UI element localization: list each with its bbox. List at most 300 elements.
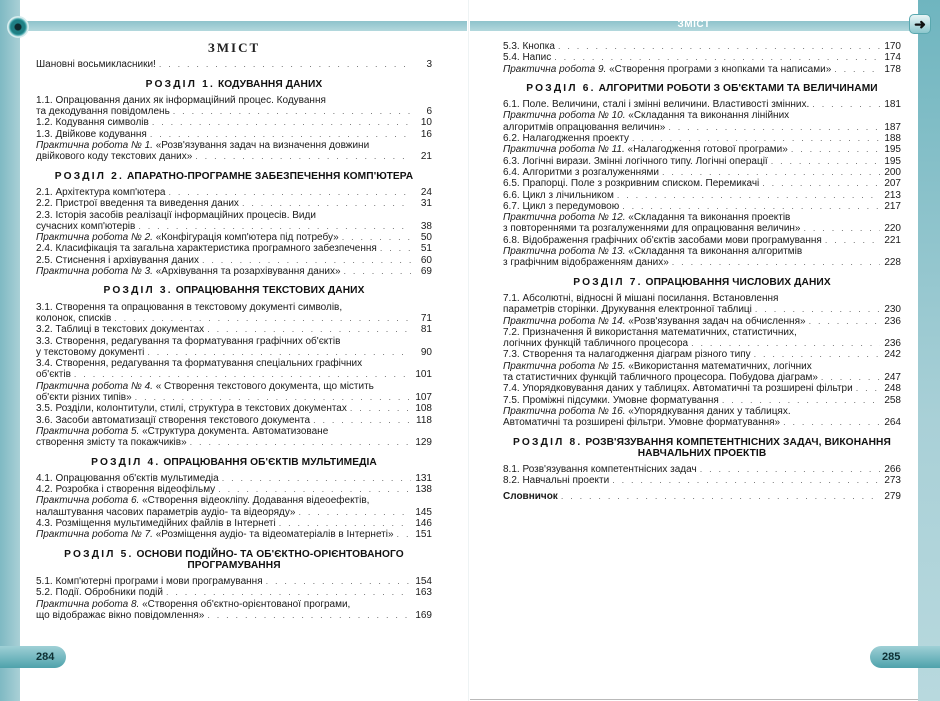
toc-entry[interactable] — [36, 336, 432, 359]
toc-entry[interactable] — [503, 349, 901, 360]
entry-text: 4.3. Розміщення мультимедійних файлів в Інтернеті — [36, 517, 276, 529]
entry-text-wrap — [503, 133, 629, 144]
entry-text: 8.1. Розв'язування компетентнісних задач — [503, 464, 697, 476]
entry-text-wrap — [503, 383, 853, 394]
entry-text: 3.5. Розділи, колонтитули, стилі, структура в текстових документах — [36, 403, 347, 415]
entry-text: «Створення відеокліпу. Додавання відеоефектів, — [139, 495, 370, 507]
toc-entry[interactable] — [36, 198, 432, 209]
toc-entry[interactable] — [36, 576, 432, 587]
entry-text: Автоматичні та розширені фільтри. Умовне форматування» — [503, 417, 781, 429]
entry-text-wrap — [503, 395, 719, 406]
entry-text: «Налагодження готової програми» — [624, 144, 788, 156]
running-header-title: ЗМІСТ — [677, 19, 711, 30]
section-number: РОЗДІЛ 6. — [526, 82, 596, 94]
entry-text-wrap — [36, 255, 199, 266]
toc-glossary-entry[interactable] — [503, 491, 901, 502]
entry-row — [503, 372, 901, 383]
entry-page: 174 — [884, 52, 901, 64]
entry-page: 266 — [884, 464, 901, 476]
entry-text: параметрів сторінки. Друкування електронної таблиці — [503, 304, 752, 316]
entry-page: 195 — [884, 144, 901, 156]
entry-page: 154 — [415, 576, 432, 588]
entry-text-wrap — [36, 347, 144, 358]
leader-dots — [622, 201, 880, 212]
entry-text-wrap — [36, 221, 135, 232]
entry-text: що відображає вікно повідомлення» — [36, 610, 205, 622]
entry-page: 24 — [420, 186, 432, 198]
toc-entry[interactable] — [503, 235, 901, 246]
entry-text: «Конфігурація комп'ютера під потребу» — [152, 232, 339, 244]
leader-dots — [755, 304, 880, 315]
left-header-bar — [20, 21, 467, 31]
entry-row — [503, 99, 901, 110]
toc-entry[interactable] — [36, 187, 432, 198]
entry-page: 273 — [884, 475, 901, 487]
entry-lead: Практична робота № 7. — [36, 529, 153, 541]
entry-text: Шановні восьмикласники! — [36, 59, 156, 71]
entry-row — [36, 610, 432, 621]
entry-row — [503, 395, 901, 406]
toc-entry[interactable] — [36, 232, 432, 243]
entry-line — [503, 246, 901, 257]
toc-entry[interactable] — [36, 129, 432, 140]
entry-lead: Практична робота № 15. — [503, 360, 626, 372]
entry-row — [503, 144, 901, 155]
entry-text: 7.4. Упорядковування даних у таблицях. Автоматичні та розширені фільтри — [503, 383, 853, 395]
entry-line — [503, 293, 901, 304]
toc-entry[interactable] — [36, 243, 432, 254]
leader-dots — [135, 392, 411, 403]
entry-row — [503, 304, 901, 315]
leader-dots — [809, 316, 880, 327]
entry-page: 236 — [884, 338, 901, 350]
entry-lead: Практична робота 5. — [36, 425, 140, 437]
entry-row — [36, 484, 432, 495]
toc-entry[interactable] — [503, 475, 901, 486]
entry-text-wrap — [503, 257, 669, 268]
entry-row — [36, 369, 432, 380]
entry-page: 6 — [426, 106, 432, 118]
entry-line — [36, 336, 432, 347]
toc-entry[interactable] — [503, 156, 901, 167]
toc-entry[interactable] — [503, 110, 901, 133]
toc-left-column — [36, 40, 432, 621]
entry-text: 4.1. Опрацювання об'єктів мультимедіа — [36, 472, 219, 484]
entry-text: 5.3. Кнопка — [503, 41, 555, 52]
entry-row — [36, 313, 432, 324]
entry-text: 1.1. Опрацювання даних як інформаційний процес. Кодування — [36, 94, 326, 106]
toc-entry[interactable] — [503, 201, 901, 212]
entry-page: 107 — [415, 392, 432, 404]
entry-text: 2.1. Архітектура комп'ютера — [36, 186, 166, 198]
toc-entry[interactable] — [36, 529, 432, 540]
section-number: РОЗДІЛ 5. — [64, 548, 134, 560]
entry-page: 217 — [884, 200, 901, 212]
toc-entry[interactable] — [36, 415, 432, 426]
entry-text-wrap — [36, 392, 132, 403]
entry-text: логічних функцій табличного процесора — [503, 338, 689, 350]
entry-text: з повтореннями та розгалуженнями для опрацювання величин» — [503, 223, 801, 235]
entry-line — [36, 358, 432, 369]
toc-entry[interactable] — [36, 140, 432, 163]
entry-lead: Практична робота № 13. — [503, 246, 626, 258]
leader-dots — [313, 415, 411, 426]
left-margin-strip — [0, 0, 20, 701]
leader-dots — [700, 464, 880, 475]
entry-row — [503, 122, 901, 133]
entry-text: 2.2. Пристрої введення та виведення даних — [36, 198, 239, 210]
entry-text: створення змісту та покажчиків» — [36, 437, 187, 449]
entry-text-wrap — [503, 417, 780, 428]
entry-page: 69 — [420, 266, 432, 278]
entry-text: 6.2. Налагодження проекту — [503, 133, 630, 145]
entry-text: налаштування часових параметрів аудіо- та відеоряду» — [36, 506, 296, 518]
entry-row — [36, 507, 432, 518]
entry-row — [503, 383, 901, 394]
leader-dots — [242, 198, 411, 209]
section-number: РОЗДІЛ 2. — [54, 170, 125, 182]
toc-title: ЗМІСТ — [207, 40, 261, 55]
toc-entry[interactable] — [503, 52, 901, 63]
section-number: РОЗДІЛ 7. — [573, 276, 643, 288]
leader-dots — [762, 178, 880, 189]
toc-entry[interactable] — [36, 381, 432, 404]
entry-row — [503, 338, 901, 349]
entry-text: 8.2. Навчальні проекти — [503, 475, 610, 487]
entry-text: «Розв'язування задач на обчислення» — [625, 315, 806, 327]
toc-entry[interactable] — [36, 117, 432, 128]
entry-page: 38 — [420, 220, 432, 232]
toc-entry[interactable] — [36, 403, 432, 414]
entry-text-wrap — [503, 156, 768, 167]
leader-dots — [691, 338, 880, 349]
leader-dots — [856, 383, 880, 394]
entry-row — [503, 235, 901, 246]
entry-line — [36, 95, 432, 106]
section-heading — [503, 277, 901, 288]
entry-line — [36, 302, 432, 313]
entry-lead: Практична робота № 2. — [36, 232, 153, 244]
entry-text: 3.4. Створення, редагування та форматування спеціальних графічних — [36, 358, 363, 370]
entry-text-wrap — [503, 144, 788, 155]
entry-page: 31 — [420, 198, 432, 210]
entry-text-wrap — [36, 587, 163, 598]
entry-text: у текстовому документі — [36, 346, 145, 358]
entry-line — [503, 361, 901, 372]
entry-row — [36, 129, 432, 140]
toc-entry[interactable] — [36, 426, 432, 449]
leader-dots — [722, 395, 880, 406]
entry-text-wrap — [36, 243, 377, 254]
entry-text: об'єкти різних типів» — [36, 392, 132, 404]
entry-lead: Практична робота № 12. — [503, 212, 626, 224]
leader-dots — [397, 529, 411, 540]
entry-text-wrap — [503, 41, 555, 52]
leader-dots — [152, 117, 411, 128]
toc-entry[interactable] — [503, 64, 901, 75]
leader-dots — [771, 156, 880, 167]
entry-row — [36, 324, 432, 335]
section-title: КОДУВАННЯ ДАНИХ — [217, 78, 323, 90]
entry-text-wrap — [36, 529, 394, 540]
entry-page: 195 — [884, 155, 901, 167]
leader-dots — [380, 243, 411, 254]
leader-dots — [558, 41, 880, 52]
toc-entry[interactable] — [503, 178, 901, 189]
entry-row — [503, 316, 901, 327]
section-heading — [36, 549, 432, 572]
leader-dots — [150, 129, 411, 140]
entry-text-wrap — [36, 198, 239, 209]
toc-entry[interactable] — [503, 41, 901, 52]
section-number: РОЗДІЛ 3. — [103, 285, 173, 297]
entry-text-wrap — [503, 122, 665, 133]
toc-entry[interactable] — [36, 587, 432, 598]
leader-dots — [812, 99, 880, 110]
entry-text-wrap — [36, 117, 149, 128]
entry-text-wrap — [36, 507, 296, 518]
entry-text-wrap — [503, 349, 751, 360]
toc-entry[interactable] — [503, 316, 901, 327]
entry-lead: Практична робота 8. — [36, 598, 140, 610]
entry-text-wrap — [36, 187, 165, 198]
entry-text: 6.5. Прапорці. Поле з розкривним списком. Перемикачі — [503, 178, 760, 190]
entry-text: «Використання математичних, логічних — [625, 360, 812, 372]
bottom-rule — [470, 699, 918, 700]
entry-text-wrap — [503, 464, 697, 475]
entry-lead: Практична робота 6. — [36, 495, 140, 507]
entry-text: 6.7. Цикл з передумовою — [503, 200, 620, 212]
section-title-cont: ПРОГРАМУВАННЯ — [187, 559, 281, 571]
entry-text-wrap — [36, 151, 192, 162]
toc-entry[interactable] — [36, 599, 432, 622]
toc-entry[interactable] — [36, 255, 432, 266]
entry-text: двійкового коду текстових даних» — [36, 151, 193, 163]
entry-text-wrap — [503, 223, 801, 234]
entry-text-wrap — [36, 415, 310, 426]
entry-page: 151 — [415, 529, 432, 541]
leader-dots — [266, 576, 411, 587]
entry-text-wrap — [36, 369, 71, 380]
entry-row — [36, 266, 432, 277]
entry-page: 170 — [884, 41, 901, 52]
page-gutter — [468, 0, 469, 701]
section-number: РОЗДІЛ 1. — [145, 78, 215, 90]
entry-row — [36, 221, 432, 232]
leader-dots — [218, 484, 411, 495]
section-title: АЛГОРИТМИ РОБОТИ З ОБ'ЄКТАМИ ТА ВЕЛИЧИНАМИ — [598, 82, 878, 94]
entry-text: 6.3. Логічні вирази. Змінні логічного типу. Логічні операції — [503, 155, 768, 167]
entry-text: та декодування повідомлень — [36, 106, 170, 118]
leader-dots — [342, 232, 411, 243]
entry-row — [36, 529, 432, 540]
entry-page: 90 — [420, 346, 432, 358]
entry-page: 108 — [415, 403, 432, 415]
entry-row — [36, 587, 432, 598]
toc-right-column — [503, 41, 901, 502]
toc-entry[interactable] — [503, 144, 901, 155]
entry-row — [503, 190, 901, 201]
toc-entry[interactable] — [503, 464, 901, 475]
entry-line — [36, 210, 432, 221]
entry-text-wrap — [503, 99, 809, 110]
entry-lead: Практична робота № 10. — [503, 110, 626, 122]
entry-text-wrap — [36, 106, 170, 117]
toc-entry[interactable] — [503, 246, 901, 269]
entry-page: 50 — [420, 232, 432, 244]
entry-page: 101 — [415, 369, 432, 381]
entry-page: 178 — [884, 63, 901, 75]
toc-entry[interactable] — [503, 190, 901, 201]
entry-text: 3.2. Таблиці в текстових документах — [36, 324, 205, 336]
entry-text-wrap — [36, 324, 204, 335]
entry-text: 7.2. Призначення й використання математичних, статистичних, — [503, 326, 797, 338]
entry-page: 10 — [420, 117, 432, 129]
toc-entry[interactable] — [36, 473, 432, 484]
toc-entry[interactable] — [36, 358, 432, 381]
leader-dots — [754, 349, 880, 360]
toc-entry[interactable] — [503, 406, 901, 429]
entry-text: «Розв'язування задач на визначення довжини — [152, 140, 370, 152]
entry-text: з графічним відображенням даних» — [503, 257, 669, 269]
leader-dots — [632, 133, 880, 144]
entry-line — [503, 212, 901, 223]
entry-line — [36, 426, 432, 437]
entry-row — [503, 178, 901, 189]
entry-page: 236 — [884, 315, 901, 327]
leader-dots — [195, 151, 411, 162]
entry-row — [36, 518, 432, 529]
leader-dots — [190, 437, 411, 448]
entry-text: «Упорядкування даних у таблицях. — [625, 405, 791, 417]
entry-page: 146 — [415, 517, 432, 529]
entry-page: 221 — [884, 234, 901, 246]
entry-text: «Розміщення аудіо- та відеоматеріалів в Інтернеті» — [152, 529, 394, 541]
entry-row — [503, 64, 901, 75]
toc-entry[interactable] — [503, 133, 901, 144]
page-number-left: 284 — [0, 646, 66, 668]
toc-entry[interactable] — [503, 395, 901, 406]
entry-text: 2.4. Класифікація та загальна характеристика програмного забезпечення — [36, 243, 377, 255]
leader-dots — [279, 518, 411, 529]
section-title: ОПРАЦЮВАННЯ ОБ'ЄКТІВ МУЛЬТИМЕДІА — [163, 456, 377, 468]
entry-text: 2.5. Стиснення і архівування даних — [36, 254, 199, 266]
entry-page: 145 — [415, 506, 432, 518]
entry-row — [36, 117, 432, 128]
leader-dots — [207, 610, 411, 621]
entry-row — [36, 437, 432, 448]
entry-text: «Складання та виконання алгоритмів — [625, 246, 803, 258]
arrow-right-icon: ➜ — [914, 15, 926, 32]
entry-text-wrap — [36, 232, 339, 243]
entry-text-wrap — [503, 338, 688, 349]
entry-row — [503, 52, 901, 63]
leader-dots — [207, 324, 411, 335]
entry-lead: Практична робота № 4. — [36, 380, 153, 392]
entry-page: 258 — [884, 394, 901, 406]
entry-text: алгоритмів опрацювання величин» — [503, 121, 666, 133]
entry-text: 1.3. Двійкове кодування — [36, 128, 147, 140]
toc-entry[interactable] — [503, 327, 901, 350]
leader-dots — [74, 369, 411, 380]
entry-text-wrap — [503, 475, 609, 486]
entry-line — [503, 110, 901, 121]
leader-dots — [561, 491, 880, 502]
entry-page: 247 — [884, 372, 901, 384]
entry-text: «Складання та виконання проектів — [625, 212, 791, 224]
entry-page: 188 — [884, 133, 901, 145]
toc-entry[interactable] — [503, 212, 901, 235]
leader-dots — [299, 507, 412, 518]
entry-text-wrap — [36, 266, 341, 277]
entry-text: «Створення об'єктно-орієнтованої програми, — [139, 598, 351, 610]
entry-text: 7.1. Абсолютні, відносні й мішані посилання. Встановлення — [503, 292, 779, 304]
toc-entry[interactable] — [36, 210, 432, 233]
leader-dots — [662, 167, 880, 178]
entry-page: 169 — [415, 610, 432, 622]
page-number-right: 285 — [870, 646, 940, 668]
entry-page: 248 — [884, 383, 901, 395]
toc-intro-entry[interactable] — [36, 59, 432, 70]
entry-lead: Практична робота № 11. — [503, 144, 625, 156]
right-margin-strip — [918, 0, 940, 701]
toc-entry[interactable] — [503, 99, 901, 110]
section-title: ОПРАЦЮВАННЯ ЧИСЛОВИХ ДАНИХ — [645, 276, 831, 288]
entry-text-wrap — [503, 178, 759, 189]
leader-dots — [114, 313, 411, 324]
leader-dots — [672, 257, 880, 268]
entry-line — [503, 327, 901, 338]
entry-text-wrap — [503, 64, 831, 75]
toc-entry[interactable] — [36, 266, 432, 277]
entry-text: « Створення текстового документа, що містить — [152, 380, 374, 392]
entry-page: 71 — [420, 312, 432, 324]
entry-row — [36, 392, 432, 403]
toc-entry[interactable] — [36, 302, 432, 325]
entry-text-wrap — [36, 313, 111, 324]
toc-entry[interactable] — [503, 293, 901, 316]
entry-text-wrap — [503, 304, 752, 315]
section-title-cont: НАВЧАЛЬНИХ ПРОЕКТІВ — [637, 447, 767, 459]
entry-row — [36, 198, 432, 209]
entry-row — [503, 349, 901, 360]
section-heading — [36, 171, 432, 182]
toc-entry[interactable] — [503, 361, 901, 384]
entry-row — [503, 41, 901, 52]
toc-entry[interactable] — [503, 167, 901, 178]
toc-entry[interactable] — [36, 518, 432, 529]
entry-page: 131 — [415, 472, 432, 484]
section-heading — [36, 79, 432, 90]
leader-dots — [147, 347, 411, 358]
entry-page: 207 — [884, 178, 901, 190]
next-page-button[interactable] — [909, 14, 931, 34]
entry-row — [36, 232, 432, 243]
entry-page: 264 — [884, 417, 901, 429]
eye-icon — [7, 16, 29, 38]
entry-page: 230 — [884, 304, 901, 316]
entry-page: 129 — [415, 437, 432, 449]
toc-entry[interactable] — [36, 95, 432, 118]
leader-dots — [821, 372, 880, 383]
toc-entry[interactable] — [503, 383, 901, 394]
toc-entry[interactable] — [36, 495, 432, 518]
entry-text-wrap — [503, 235, 822, 246]
entry-row — [36, 106, 432, 117]
entry-row — [503, 223, 901, 234]
toc-entry[interactable] — [36, 324, 432, 335]
toc-entry[interactable] — [36, 484, 432, 495]
